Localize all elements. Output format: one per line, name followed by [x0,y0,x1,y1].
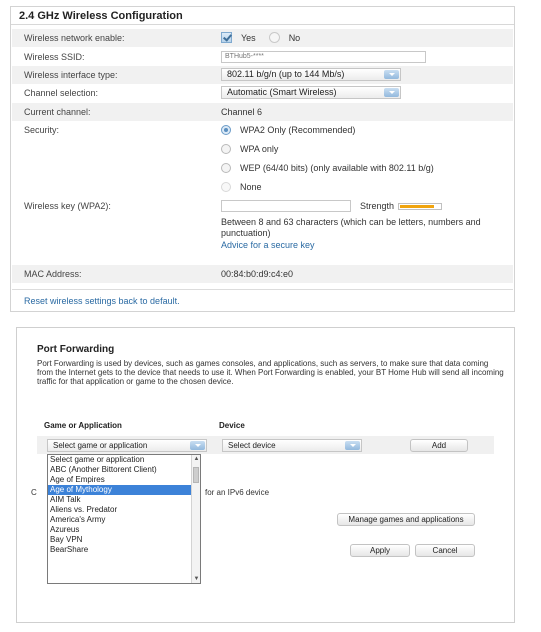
scrollbar-thumb[interactable] [193,467,199,483]
wireless-enable-yes-label: Yes [241,33,256,43]
security-label: Security: [24,125,60,135]
mac-address-value: 00:84:b0:d9:c4:e0 [221,269,294,279]
port-forwarding-panel [16,327,515,623]
game-application-label: Game or Application [44,421,122,430]
wireless-config-panel [10,6,515,312]
ipv6-device-text: for an IPv6 device [205,488,270,497]
current-channel-value: Channel 6 [221,107,263,117]
chevron-down-icon [384,88,399,97]
game-application-select-value: Select game or application [53,441,148,450]
strength-meter [398,203,442,210]
dropdown-option[interactable]: Azureus [50,525,80,534]
interface-type-value: 802.11 b/g/n (up to 144 Mb/s) [227,69,345,79]
dropdown-option[interactable]: Age of Empires [50,475,105,484]
wireless-enable-no-label: No [288,33,301,43]
security-option-none[interactable] [221,178,262,196]
chevron-down-icon [384,70,399,79]
dropdown-option[interactable]: Select game or application [50,455,145,464]
channel-selection-value: Automatic (Smart Wireless) [227,87,337,97]
channel-selection-label: Channel selection: [24,88,99,98]
device-select[interactable] [222,439,362,452]
wireless-enable-label: Wireless network enable: [24,33,125,43]
cancel-button[interactable]: Cancel [415,544,475,557]
interface-type-select[interactable] [221,68,401,81]
advice-secure-key-link[interactable]: Advice for a secure key [221,240,315,250]
wireless-key-label: Wireless key (WPA2): [24,201,111,211]
wireless-enable-control [221,29,300,47]
scroll-down-icon[interactable]: ▼ [193,576,200,582]
add-button[interactable]: Add [410,439,468,452]
dropdown-option[interactable]: Bay VPN [50,535,83,544]
reset-wireless-link[interactable]: Reset wireless settings back to default. [24,296,180,306]
channel-selection-select[interactable] [221,86,401,99]
security-option-wpa[interactable] [221,140,278,158]
security-option-label: WEP (64/40 bits) (only available with 802.11 b/g) [240,163,434,173]
port-forwarding-description: Port Forwarding is used by devices, such as games consoles, and applications, such as servers, to make sure that data coming from the Internet gets to the device that needs to use it. When Port Forwarding is enabled, your BT Home Hub will send all incoming traffic for that application or game to the chosen device. [37,359,504,386]
wireless-config-title: 2.4 GHz Wireless Configuration [11,7,514,25]
channel-selection-row [12,84,513,102]
wireless-enable-row [12,29,513,47]
dropdown-option[interactable]: AIM Talk [50,495,81,504]
ssid-row [12,48,513,66]
dropdown-scrollbar[interactable] [191,455,200,583]
wireless-enable-no-checkbox[interactable] [269,32,280,43]
current-channel-row [12,103,513,121]
security-option-wep[interactable] [221,159,434,177]
radio-icon[interactable] [221,163,231,173]
port-forwarding-title: Port Forwarding [37,344,115,355]
interface-type-label: Wireless interface type: [24,70,118,80]
wireless-key-input[interactable] [221,200,351,212]
radio-icon[interactable] [221,182,231,192]
dropdown-option[interactable]: BearShare [50,545,89,554]
wireless-key-row [12,197,513,255]
security-option-label: WPA only [240,144,279,154]
interface-type-row [12,66,513,84]
security-option-label: None [240,182,262,192]
game-application-dropdown-list[interactable] [47,454,201,584]
wireless-enable-yes-checkbox[interactable] [221,32,232,43]
security-option-wpa2[interactable] [221,121,355,139]
partial-label: C [31,488,37,497]
dropdown-option[interactable]: Age of Mythology [48,485,200,495]
dropdown-option[interactable]: ABC (Another Bittorent Client) [50,465,157,474]
security-row [12,121,513,197]
device-label: Device [219,421,245,430]
ssid-input[interactable]: BTHub5-**** [221,51,426,63]
dropdown-option[interactable]: Aliens vs. Predator [50,505,118,514]
manage-games-button[interactable]: Manage games and applications [337,513,475,526]
chevron-down-icon [345,441,360,450]
device-select-value: Select device [228,441,276,450]
chevron-down-icon [190,441,205,450]
radio-selected-icon[interactable] [221,125,231,135]
radio-icon[interactable] [221,144,231,154]
wireless-key-hint: Between 8 and 63 characters (which can be letters, numbers and punctuation) [221,217,481,238]
security-option-label: WPA2 Only (Recommended) [240,125,356,135]
current-channel-label: Current channel: [24,107,91,117]
wireless-footer [12,289,513,311]
game-application-select[interactable] [47,439,207,452]
scroll-up-icon[interactable]: ▲ [193,456,200,462]
ssid-label: Wireless SSID: [24,52,85,62]
dropdown-items [48,455,200,555]
strength-meter-fill [400,205,434,208]
dropdown-option[interactable]: America's Army [50,515,106,524]
strength-label: Strength [360,201,395,211]
key-strength [360,197,442,215]
apply-button[interactable]: Apply [350,544,410,557]
mac-address-label: MAC Address: [24,269,82,279]
mac-address-row [12,265,513,283]
